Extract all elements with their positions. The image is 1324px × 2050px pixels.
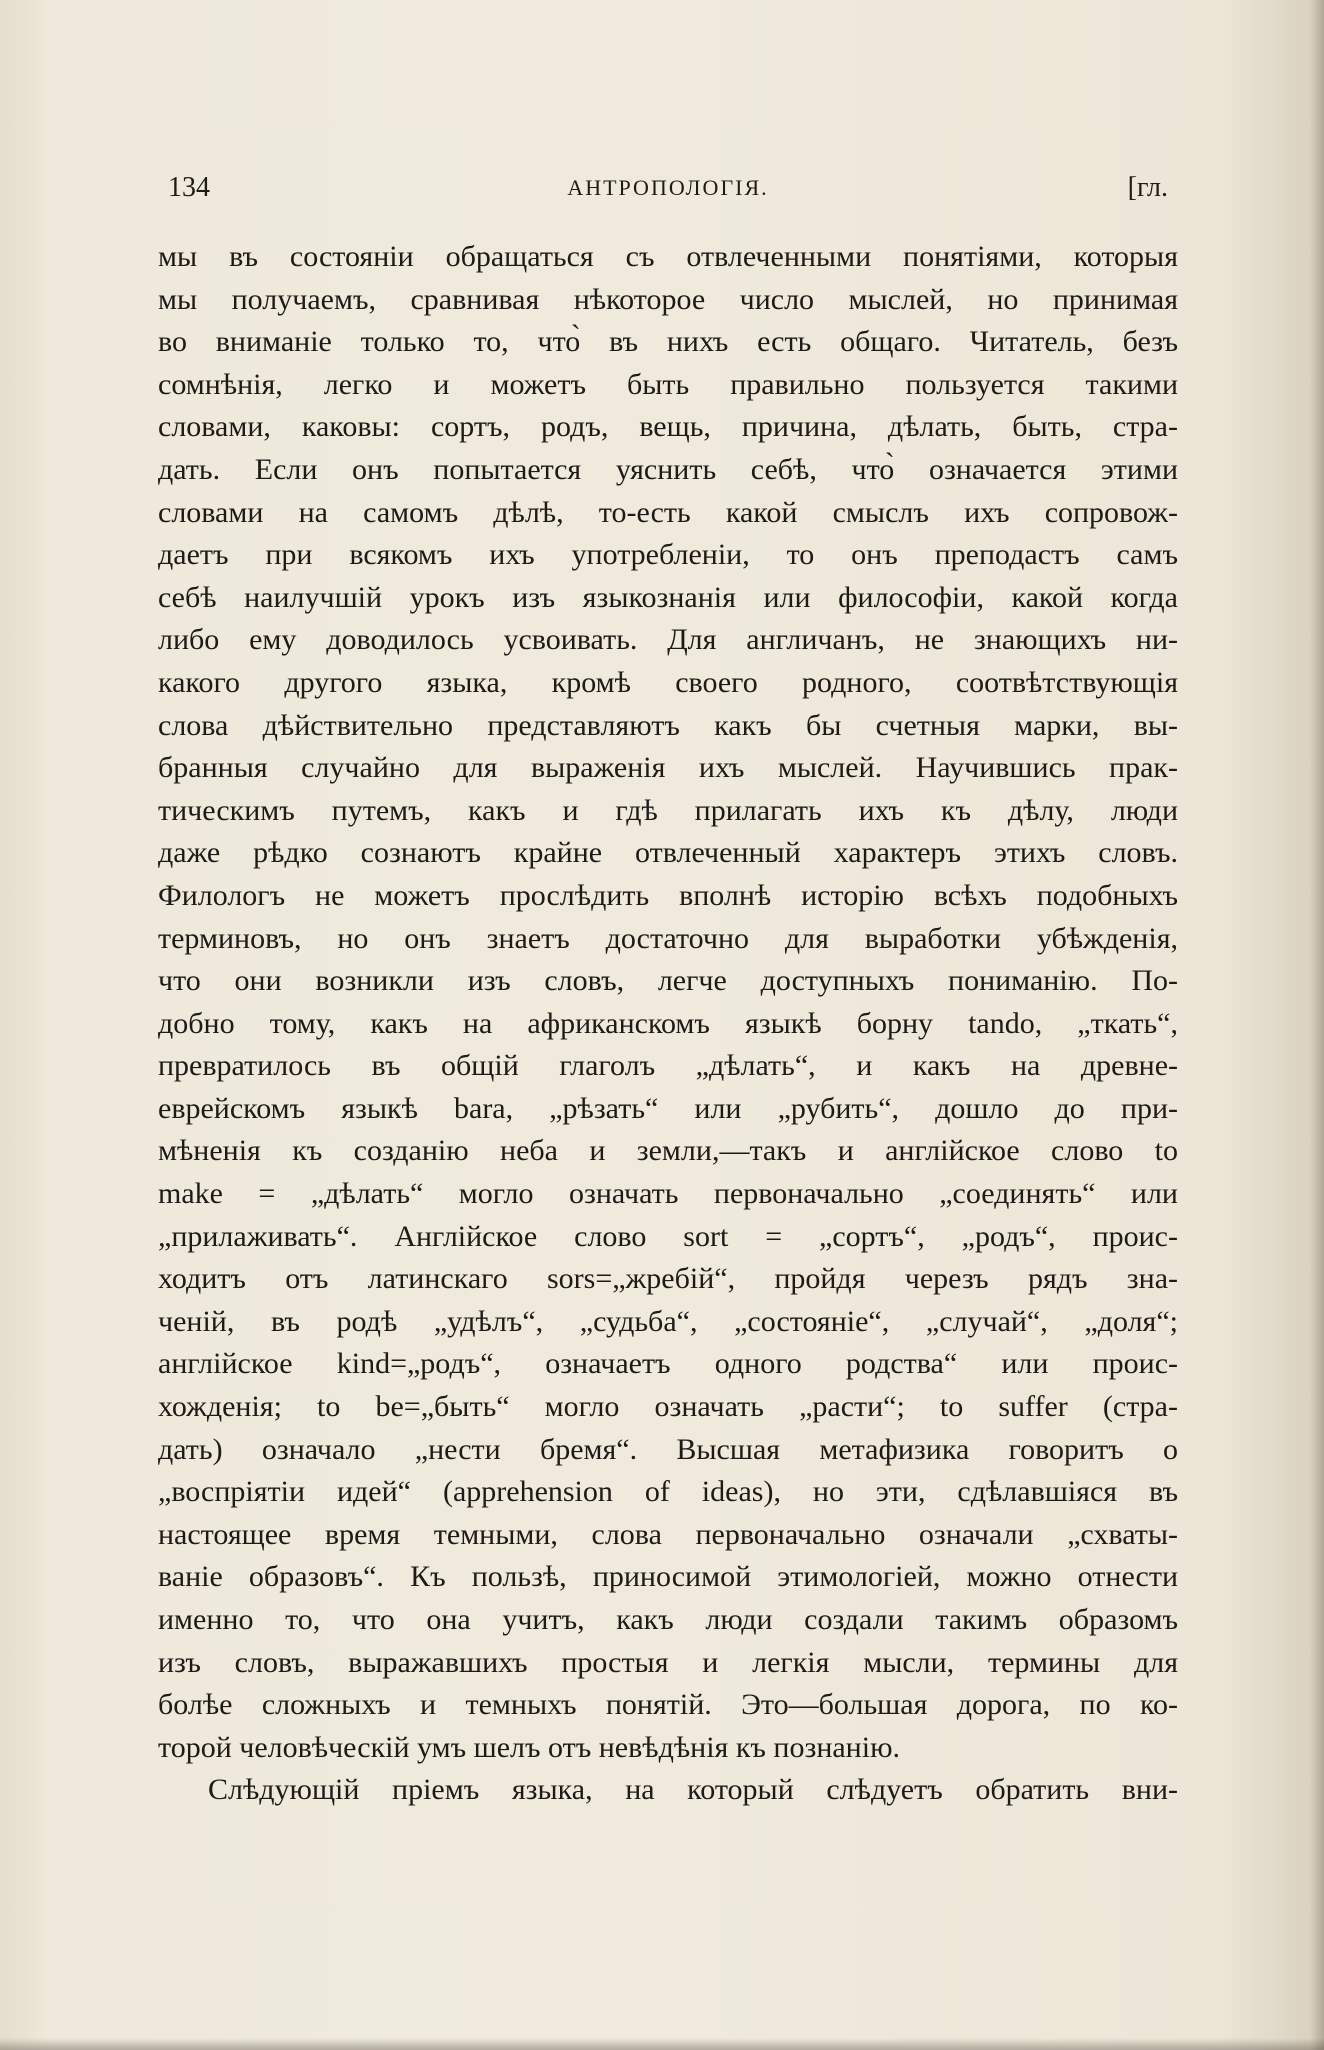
text-line: тическимъ путемъ, какъ и гдѣ прилагать ихъ къ дѣлу, люди — [158, 793, 1178, 827]
text-line: терминовъ, но онъ знаетъ достаточно для выработки убѣжденія, — [158, 921, 1178, 955]
text-line: англійское kind=„родъ“, означаетъ одного родства“ или проис- — [158, 1347, 1178, 1381]
text-line: себѣ наилучшій урокъ изъ языкознанія или философіи, какой когда — [158, 580, 1178, 614]
text-line: мы получаемъ, сравнивая нѣкоторое число мыслей, но принимая — [158, 282, 1178, 316]
page-number: 134 — [168, 172, 210, 203]
text-line: дать) означало „нести бремя“. Высшая метафизика говоритъ о — [158, 1432, 1178, 1466]
running-title: АНТРОПОЛОГІЯ. — [567, 175, 769, 200]
text-line: торой человѣческій умъ шелъ отъ невѣдѣнія къ познанію. — [158, 1730, 900, 1764]
text-line: словами, каковы: сортъ, родъ, вещь, причина, дѣлать, быть, стра- — [158, 410, 1178, 444]
running-head — [168, 168, 1168, 208]
text-line: болѣе сложныхъ и темныхъ понятій. Это—большая дорога, по ко- — [158, 1688, 1178, 1722]
text-line: „прилаживать“. Англійское слово sort = „сортъ“, „родъ“, проис- — [158, 1219, 1178, 1253]
text-line: ходитъ отъ латинскаго sors=„жребій“, пройдя черезъ рядъ зна- — [158, 1262, 1178, 1296]
text-line: во вниманіе только то, что̀ въ нихъ есть общаго. Читатель, безъ — [158, 325, 1178, 359]
text-line: какого другого языка, кромѣ своего родного, соотвѣтствующія — [158, 665, 1178, 699]
text-line: добно тому, какъ на африканскомъ языкѣ борну tando, „ткать“, — [158, 1006, 1178, 1040]
text-line: „воспріятіи идей“ (apprehension of ideas), но эти, сдѣлавшіяся въ — [158, 1475, 1178, 1509]
text-line: ченій, въ родѣ „удѣлъ“, „судьба“, „состояніе“, „случай“, „доля“; — [158, 1304, 1178, 1338]
text-line: ваніе образовъ“. Къ пользѣ, приносимой этимологіей, можно отнести — [158, 1560, 1178, 1594]
text-line: изъ словъ, выражавшихъ простыя и легкія мысли, термины для — [158, 1645, 1178, 1679]
text-line: мы въ состояніи обращаться съ отвлеченными понятіями, которыя — [158, 240, 1178, 273]
text-line: превратилось въ общій глаголъ „дѣлать“, и какъ на древне- — [158, 1049, 1178, 1083]
text-line: даже рѣдко сознаютъ крайне отвлеченный характеръ этихъ словъ. — [158, 836, 1178, 870]
text-line: дать. Если онъ попытается уяснить себѣ, что̀ означается этими — [158, 452, 1178, 486]
text-line: хожденія; to be=„быть“ могло означать „расти“; to suffer (стра- — [158, 1390, 1178, 1424]
text-line: бранныя случайно для выраженія ихъ мыслей. Научившись прак- — [158, 751, 1178, 785]
text-line: сомнѣнія, легко и можетъ быть правильно пользуется такими — [158, 367, 1178, 401]
text-line: именно то, что она учитъ, какъ люди создали такимъ образомъ — [158, 1603, 1178, 1636]
text-line: Слѣдующій пріемъ языка, на который слѣдуетъ обратить вни- — [208, 1773, 1178, 1807]
text-line: мѣненія къ созданію неба и земли,—такъ и англійское слово to — [158, 1134, 1178, 1168]
page-edge-shadow — [0, 2038, 1324, 2050]
text-line: слова дѣйствительно представляютъ какъ бы счетныя марки, вы- — [158, 708, 1178, 742]
body-text — [158, 236, 1178, 1812]
text-line: Филологъ не можетъ прослѣдить вполнѣ исторію всѣхъ подобныхъ — [158, 878, 1178, 912]
text-line: make = „дѣлать“ могло означать первоначально „соединять“ или — [158, 1177, 1178, 1211]
text-line: либо ему доводилось усвоивать. Для англичанъ, не знающихъ ни- — [158, 623, 1178, 657]
text-line: еврейскомъ языкѣ bara, „рѣзать“ или „рубить“, дошло до при- — [158, 1091, 1178, 1125]
text-line: словами на самомъ дѣлѣ, то-есть какой смыслъ ихъ сопровож- — [158, 495, 1178, 529]
running-chapter: [гл. — [1127, 172, 1168, 203]
page-edge-shadow — [1310, 0, 1324, 2050]
text-line: даетъ при всякомъ ихъ употребленіи, то онъ преподастъ самъ — [158, 538, 1178, 572]
text-line: что они возникли изъ словъ, легче доступныхъ пониманію. По- — [158, 964, 1178, 998]
text-line: настоящее время темными, слова первоначально означали „схваты- — [158, 1517, 1178, 1551]
